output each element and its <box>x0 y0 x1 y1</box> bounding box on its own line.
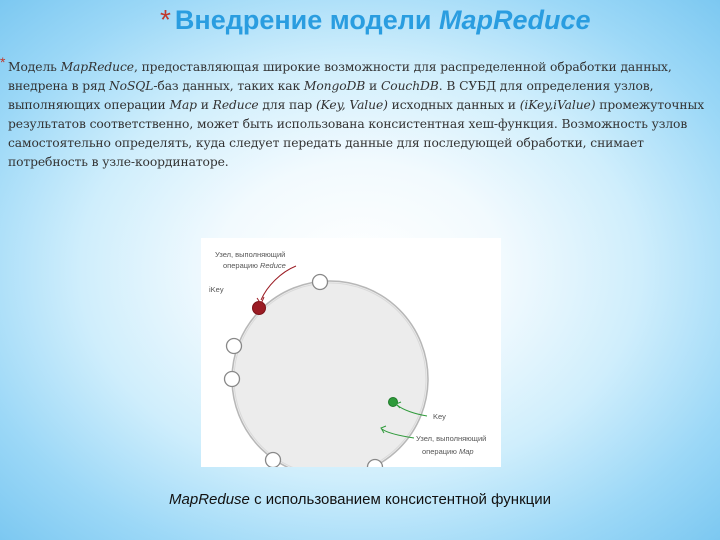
title-star-icon: * <box>160 4 171 35</box>
ring-node <box>266 453 281 468</box>
hash-ring-diagram <box>201 238 501 467</box>
paragraph-text: , предоставляющая широкие возможности для распределенной обработки данных, внедрена в ряд <box>8 60 672 93</box>
bullet-star-icon: * <box>0 54 6 70</box>
paragraph-term: MongoDB <box>303 79 366 93</box>
reduce-label-line1: Узел, выполняющий <box>215 250 286 259</box>
caption-text: с использованием консистентной функции <box>249 491 551 508</box>
paragraph-term: CouchDB <box>380 79 439 93</box>
paragraph-term: MapReduce <box>60 60 134 74</box>
map-label-line1: Узел, выполняющий <box>416 434 487 443</box>
paragraph-text: и <box>196 98 213 112</box>
title-text: Внедрение модели <box>174 5 439 35</box>
title-italic: MapReduce <box>438 5 591 35</box>
paragraph-term: Reduce <box>212 98 259 112</box>
body-paragraph <box>8 58 708 172</box>
paragraph-text: Модель <box>8 60 61 74</box>
paragraph-term: (Key, Value) <box>315 98 388 112</box>
figure-caption <box>0 491 720 508</box>
map-node <box>389 398 398 407</box>
reduce-node <box>253 302 266 315</box>
slide-title <box>160 4 700 44</box>
key-label: Key <box>433 412 446 421</box>
paragraph-text: -баз данных, таких как <box>153 79 304 93</box>
caption-italic: MapReduse <box>169 491 250 508</box>
paragraph-text: и <box>365 79 381 93</box>
reduce-label-line2: операцию Reduce <box>223 261 286 270</box>
paragraph-term: Map <box>169 98 197 112</box>
paragraph-text: для пар <box>258 98 316 112</box>
paragraph-text: . В СУБД для определения узлов, выполняющих операции <box>8 79 654 112</box>
paragraph-term: (iKey,iValue) <box>519 98 596 112</box>
paragraph-text: исходных данных и <box>387 98 520 112</box>
ring-node <box>225 372 240 387</box>
hash-ring-figure <box>201 238 501 467</box>
ring-node <box>227 339 242 354</box>
map-label-line2: операцию Map <box>422 447 474 456</box>
ring-node <box>313 275 328 290</box>
paragraph-term: NoSQL <box>109 79 154 93</box>
ikey-label: iKey <box>209 285 224 294</box>
paragraph-text: промежуточных результатов соответственно, может быть использована консистентная хеш-функция. Возможность узлов самостоятельно определять, куда следует передать данные для последующей обработки, снимает потребность в узле-координаторе. <box>8 98 705 169</box>
